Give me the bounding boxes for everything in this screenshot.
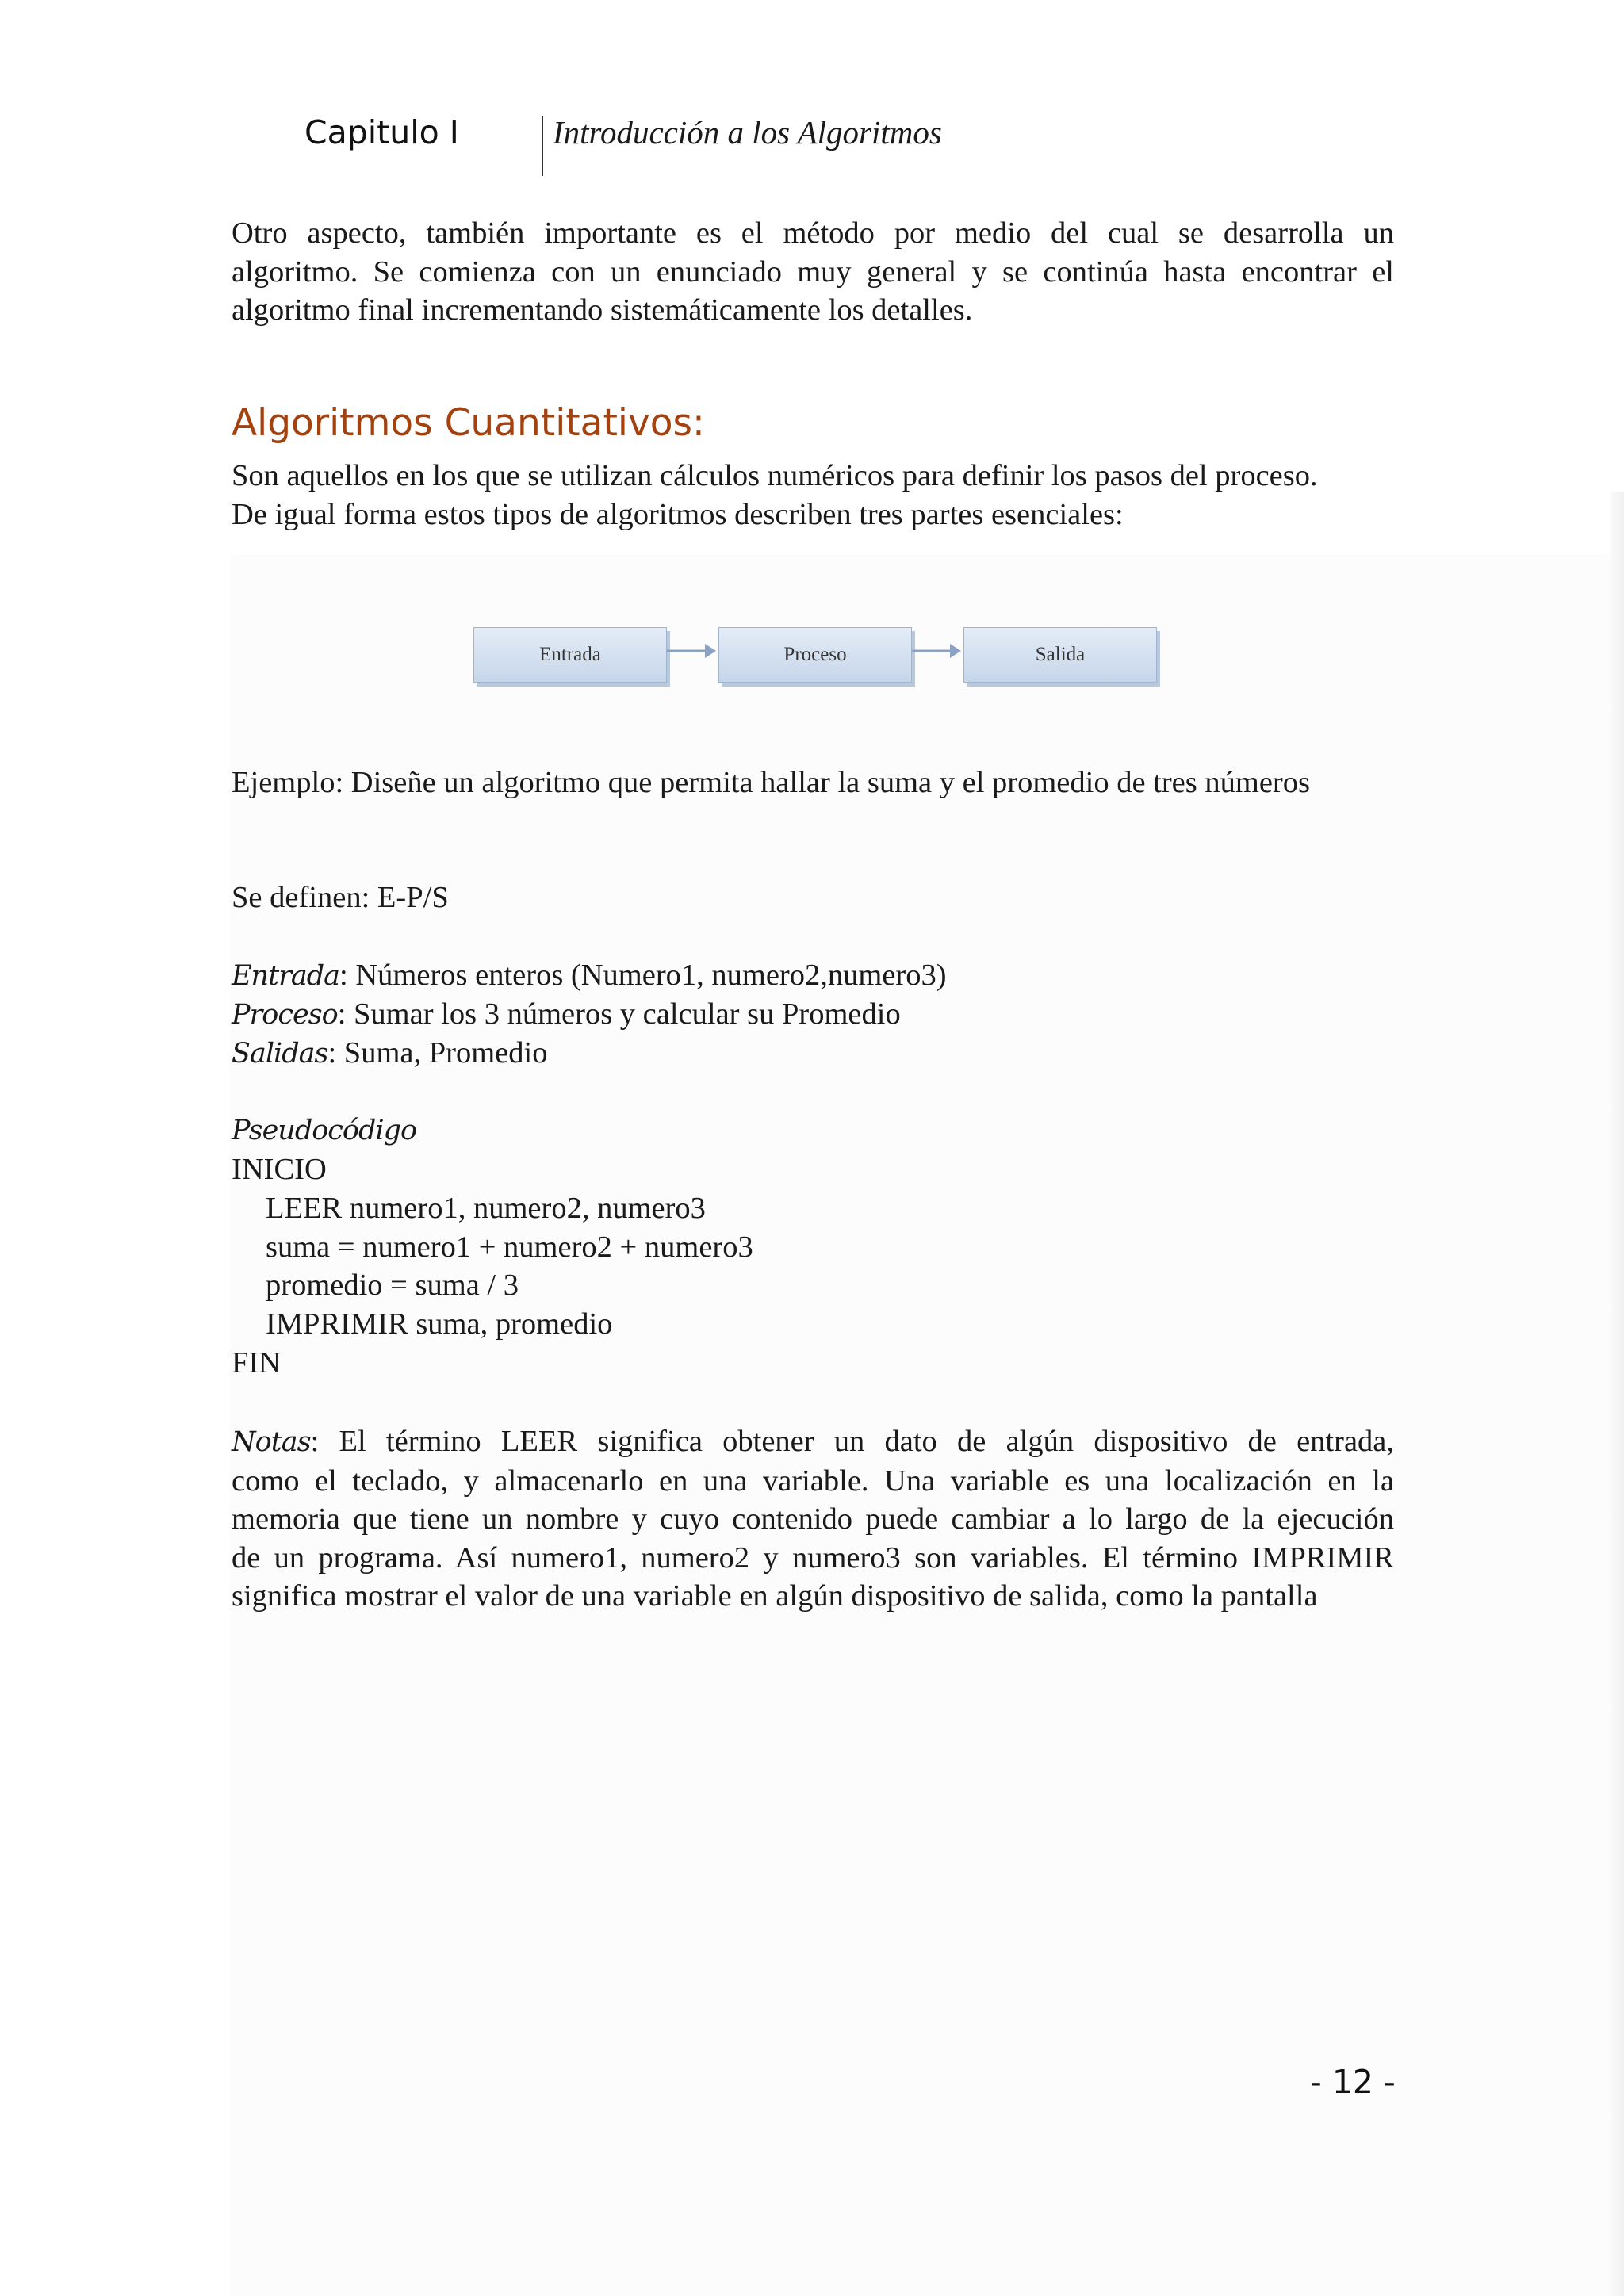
proceso-line <box>232 997 901 1031</box>
code-line: suma = numero1 + numero2 + numero3 <box>266 1230 753 1264</box>
defines-text: Se definen: E-P/S <box>232 881 449 914</box>
section-line: De igual forma estos tipos de algoritmos describen tres partes esenciales: <box>232 497 1124 531</box>
salidas-line <box>232 1035 547 1070</box>
salidas-label: Salidas <box>232 1038 328 1070</box>
intro-line: algoritmo. Se comienza con un enunciado muy general y se continúa hasta encontrar el <box>232 254 1394 289</box>
intro-line: Otro aspecto, también importante es el método por medio del cual se desarrolla un <box>232 216 1394 250</box>
chapter-label: Capitulo I <box>304 113 459 151</box>
notes-paragraph <box>232 1422 1394 1616</box>
entrada-text: : Números enteros (Numero1, numero2,numero3) <box>339 959 947 992</box>
page-number: - 12 - <box>1310 2063 1396 2101</box>
intro-paragraph <box>232 214 1394 330</box>
notes-line: significa mostrar el valor de una variable en algún dispositivo de salida, como la pantalla <box>232 1579 1318 1613</box>
notes-line: de un programa. Así numero1, numero2 y numero3 son variables. El término IMPRIMIR <box>232 1540 1394 1575</box>
intro-line: algoritmo final incrementando sistemáticamente los detalles. <box>232 293 973 327</box>
notes-label: Notas <box>232 1426 311 1458</box>
notes-line: Notas: El término LEER significa obtener un dato de algún dispositivo de entrada, <box>232 1425 1394 1458</box>
flow-step-salida: Salida <box>963 627 1157 683</box>
pseudocode-title: Pseudocódigo <box>232 1115 417 1146</box>
code-line: promedio = suma / 3 <box>266 1269 519 1303</box>
page-edge-shadow <box>1610 492 1624 2296</box>
entrada-label: Entrada <box>232 960 340 992</box>
code-line: IMPRIMIR suma, promedio <box>266 1307 613 1341</box>
section-line: Son aquellos en los que se utilizan cálculos numéricos para definir los pasos del proceso. <box>232 459 1318 492</box>
chapter-title: Introducción a los Algoritmos <box>553 114 942 151</box>
code-line: INICIO <box>232 1153 327 1186</box>
example-text: Ejemplo: Diseñe un algoritmo que permita hallar la suma y el promedio de tres números <box>232 766 1310 799</box>
arrow-right-icon <box>912 639 963 663</box>
proceso-text: : Sumar los 3 números y calcular su Promedio <box>337 997 901 1031</box>
section-heading: Algoritmos Cuantitativos: <box>232 401 705 445</box>
salidas-text: : Suma, Promedio <box>327 1036 548 1070</box>
code-line: FIN <box>232 1345 282 1380</box>
flow-step-entrada: Entrada <box>473 627 667 683</box>
entrada-line <box>232 958 947 993</box>
notes-line: como el teclado, y almacenarlo en una variable. Una variable es una localización en la <box>232 1464 1394 1498</box>
notes-line: memoria que tiene un nombre y cuyo contenido puede cambiar a lo largo de la ejecución <box>232 1502 1394 1536</box>
pseudocode-block <box>232 1150 753 1383</box>
section-paragraph <box>232 457 1405 534</box>
proceso-label: Proceso <box>232 999 338 1031</box>
code-line: LEER numero1, numero2, numero3 <box>266 1191 706 1225</box>
arrow-right-icon <box>667 639 718 663</box>
flow-step-proceso: Proceso <box>718 627 912 683</box>
header-divider <box>542 116 543 176</box>
